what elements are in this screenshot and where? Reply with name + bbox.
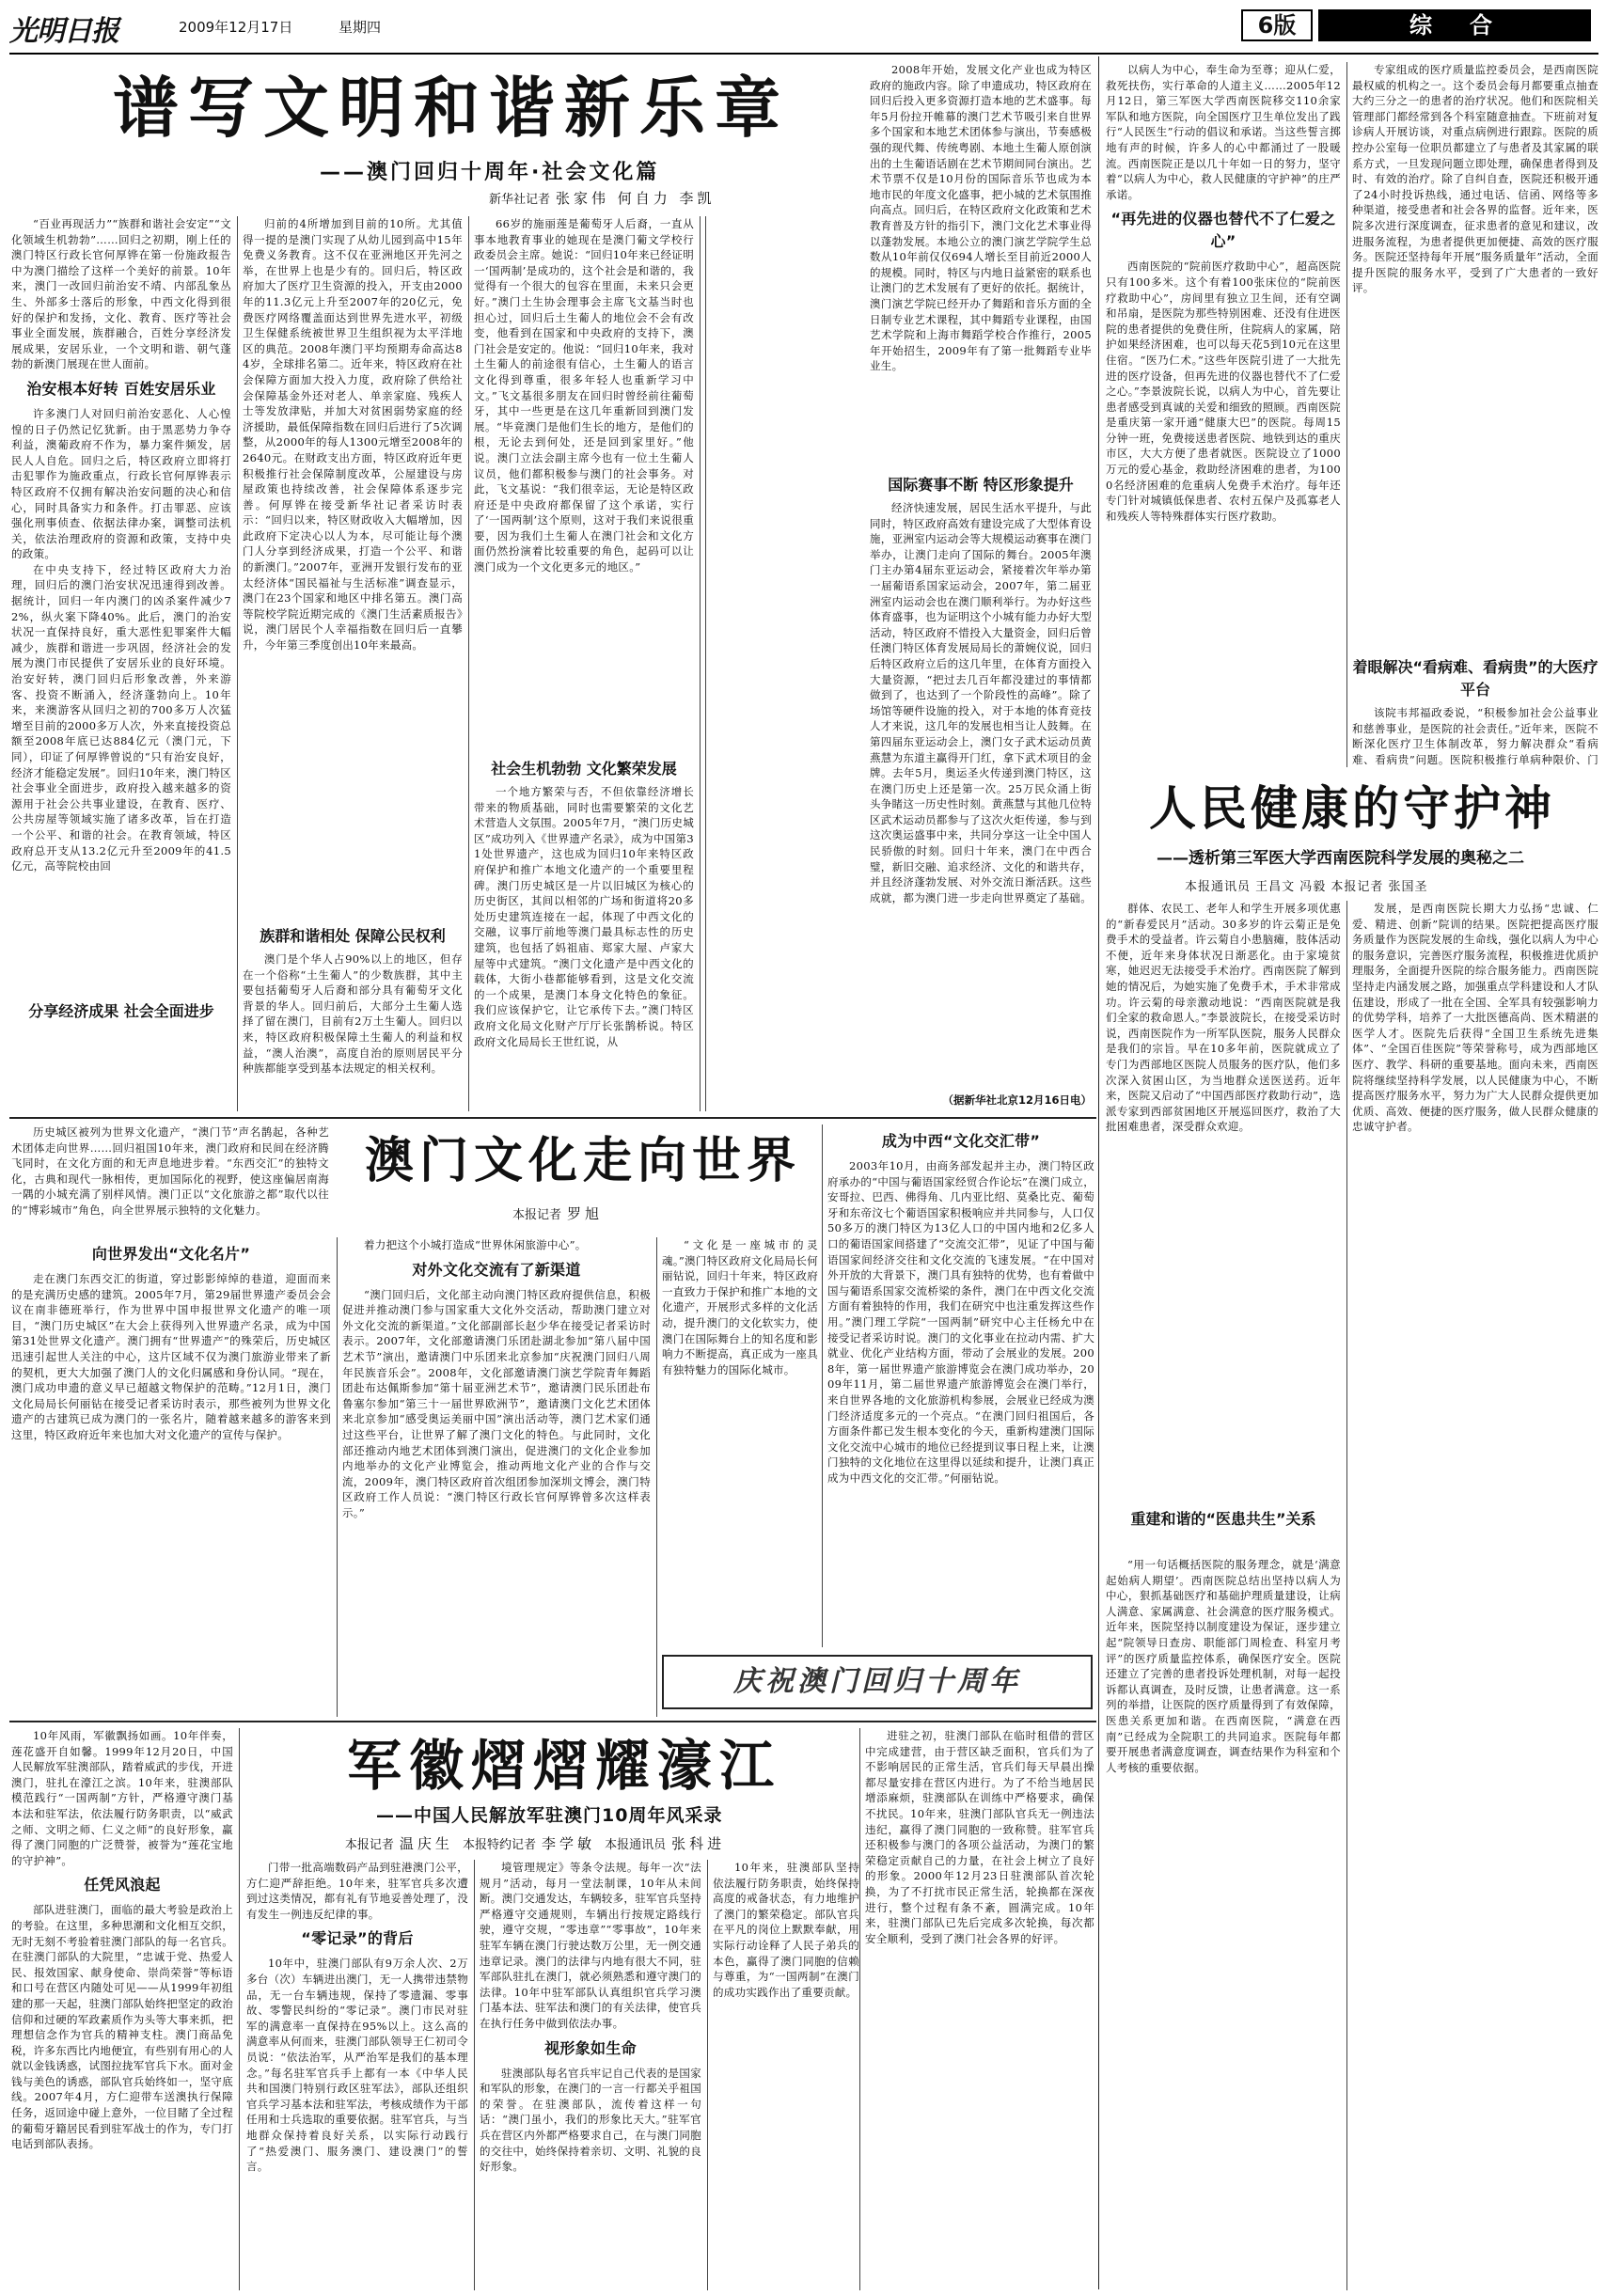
divider [822,1124,823,1647]
issue-date: 2009年12月17日 [179,19,293,36]
a3-para-7: 进驻之初，驻澳门部队在临时租借的营区中完成建营，由于营区缺乏面积，官兵们为了不影响居民的正常生活，官兵们每天早晨出操都尽量安排在营区内进行。为了不给当地居民增添麻烦，驻澳部队在训练中严格要求，确保不扰民。10年来，驻澳门部队官兵无一例违法违纪，赢得了澳门同胞的一致称赞。驻军官兵还积极参与澳门的各项公益活动，为澳门的繁荣稳定贡献自己的力量，在社会上树立了良好的形象。2000年12月23日驻澳部队首次轮换，为了不打扰市民正常生活，轮换都在深夜进行，整个过程有条不紊，圆满完成。10年来，驻澳门部队已先后完成多次轮换，每次都安全顺利，受到了澳门社会各界的好评。 [865,1729,1094,1945]
masthead-rule [9,53,1598,55]
a2-title: 澳门文化走向世界 [364,1133,801,1189]
page-number: 6版 [1257,12,1297,39]
a3-title: 军徽熠熠耀濠江 [346,1734,781,1798]
a2-sub-2: 对外文化交流有了新渠道 [412,1260,581,1279]
a1-byline-names: 张家伟 何自力 李凯 [556,190,716,207]
a3-col-4x [713,1860,859,2290]
a3-byline-role-3: 本报通讯员 [605,1838,667,1852]
a4-sub-1: “再先进的仪器也替代不了仁爱之心” [1110,210,1336,251]
a2-para-4: 2003年10月，由商务部发起并主办，澳门特区政府承办的“中国与葡语国家经贸合作论坛”在澳门成立，安哥拉、巴西、佛得角、几内亚比绍、莫桑比克、葡萄牙和东帝汶七个葡语国家积极响应并共同参与，人口仅50多万的澳门特区为13亿人口的中国内地和2亿多人口的葡语国家间搭建了“交流交汇带”，见证了中国与葡语国家间经济交往和文化交流的飞速发展。“在中国对外开放的大背景下，澳门具有独特的优势，也有着做中国与葡语系国家交流桥梁的条件，澳门在中西文化交流方面有着独特的作用，我们在研究中也注重发挥这些作用。”澳门理工学院“一国两制”研究中心主任杨允中在接受记者采访时说。澳门的文化事业在拉动内需、扩大就业、优化产业结构方面，带动了会展业的发展。2008年，第一届世界遗产旅游博览会在澳门成功举办，2009年11月，第二届世界遗产旅游博览会在澳门举行，来自世界各地的文化旅游机构参展，会展业已经成为澳门经济适度多元的一个亮点。“在澳门回归祖国后，各方面条件都已发生根本变化的今天，重新构建澳门国际文化交流中心城市的地位已经提到议事日程上来，让澳门独特的文化地位在这里得以延续和提升，让澳门真正成为中西文化的交汇带。”何丽钻说。 [827,1159,1094,1485]
a1-para-2: 许多澳门人对回归前治安恶化、人心惶惶的日子仍然记忆犹新。由于黑恶势力争夺利益，澳葡政府不作为，暴力案件频发，居民人人自危。回归之后，特区政府立即将打击犯罪作为施政重点，行政长官何厚铧表示特区政府不仅拥有解决治安问题的决心和信心，同时具备实力和条件。打击罪恶、应该强化刑事侦查、依据法律办案，调整司法机关，依法治理政府的资源和政策，支持中央的政策。 [11,406,231,561]
issue-weekday: 星期四 [339,19,382,36]
a4-col-1 [1106,62,1341,767]
a2-lead [11,1124,329,1234]
a3-byline-name-3: 张科进 [671,1835,726,1852]
a3-sub-2: “零记录”的背后 [301,1929,414,1948]
a3-para-2: 部队进驻澳门，面临的最大考验是政治上的考验。在这里，多种思潮和文化相互交织，无时无刻不考验着驻澳门部队的每一名官兵。在驻澳门部队的大院里，“忠诚于党、热爱人民、报效国家、献身使命、崇尚荣誉”等标语和口号在营区内随处可见——从1999年初组建的那一天起，驻澳门部队始终把坚定的政治信仰和过硬的军政素质作为头等大事来抓，把理想信念作为官兵的精神支柱。澳门商品免税，许多东西比内地便宜，有些别有用心的人就以金钱诱惑，试图拉拢军官兵下水。面对金钱与美色的诱惑，部队官兵始终如一，坚守底线。2007年4月，方仁迎带车送澳执行保障任务，返回途中碰上意外，一位目睹了全过程的葡萄牙籍居民看到驻军战士的作为，专门打电话到部队表扬。 [11,1903,233,2151]
divider [1346,901,1347,2290]
a3-byline-name-2: 李学敏 [542,1835,596,1852]
a2-banner [662,1655,1093,1709]
section-label: 综 合 [1409,12,1500,39]
divider [239,1728,240,2290]
a4-para-1: 以病人为中心，奉生命为至尊；迎从仁爱，救死扶伤，实行革命的人道主义……2005年12月12日，第三军医大学西南医院移交110余家军队和地方医院，向全国医疗卫生单位发出了践行“人民医生”行动的倡议和承诺。当这些誓言掷地有声的时候，许多人的心中都涌过了一股暖流。西南医院正是以几十年如一日的努力，坚守着“以病人为中心，救人民健康的守护神”的庄严承诺。 [1106,63,1341,201]
divider [468,216,469,1111]
a3-col-4 [865,1728,1094,2290]
a4-col-3b [1106,1557,1341,2290]
divider [1346,62,1347,767]
a1-col-4b [870,500,1092,1093]
a2-para-2: 着力把这个小城打造成“世界休闲旅游中心”。 [364,1238,587,1251]
section-rule [9,1721,1096,1722]
a3-para-4: 10年中，驻澳门部队有9万余人次、2万多台（次）车辆进出澳门，无一人携带违禁物品，无一台车辆违规，保持了零遗漏、零事故、零警民纠纷的“零记录”。澳门市民对驻军的满意率一直保持在95%以上。这么高的满意率从何而来，驻澳门部队领导王仁初司令员说：“依法治军，从严治军是我们的基本理念。”每名驻军官兵手上都有一本《中华人民共和国澳门特别行政区驻军法》，部队还组织官兵学习基本法和驻军法，考核成绩作为干部任用和士兵选取的重要依据。驻军官兵，与当地群众保持着良好关系，以实际行动践行了“热爱澳门、服务澳门、建设澳门”的誓言。 [246,1957,468,2174]
a1-col-2b [243,951,463,1111]
a4-sub-2: 重建和谐的“医患共生”关系 [1106,1508,1341,1531]
a4-para-2: 西南医院的“院前医疗救助中心”，超高医院只有100多米。这个有着100张床位的“院前医疗救助中心”，房间里有独立卫生间，还有空调和吊扇，是医院为那些特别困难、还没有住进医院的患者提供的免费住所，住院病人的家属，陪护如果经济困难，也可以每天花5到10元在这里住宿。“医乃仁术。”这些年医院引进了一大批先进的医疗设备，但再先进的仪器也替代不了仁爱之心。”李景波院长说，以病人为中心，首先要让患者感受到真诚的关爱和细致的照顾。西南医院是重庆第一家开通“健康大巴”的医院。每周15分钟一班，免费接送患者医院、地铁到达的重庆市区，大大方便了患者就医。医院设立了1000万元的爱心基金，救助经济困难的患者，为1000名经济困难的危重病人免费手术治疗。每年还专门针对城镇低保患者、农村五保户及孤寡老人和残疾人等特殊群体实行医疗救助。 [1106,259,1341,523]
a3-sub-1: 任凭风浪起 [84,1876,161,1895]
a3-col-3 [480,1860,701,2290]
divider [474,1860,475,2290]
a2-lead-para: 历史城区被列为世界文化遗产，“澳门节”声名鹊起，各种艺术团体走向世界……回归祖国10年来，澳门政府和民间在经济腾飞同时，在文化方面的和无声息地进步着。“东西交汇”的独特文化，古典和现代一脉相传，更加国际化的视野，使这座偏居南海一隅的小城充满了别样风情。澳门正以“文化旅游之都”取代以往的“博彩城市”角色，向全世界展示独特的文化魅力。 [11,1125,329,1217]
a3-subtitle: ——中国人民解放军驻澳门10周年风采录 [376,1805,723,1826]
a2-para-4b: “文化是一座城市的灵魂。”澳门特区政府文化局局长何丽钻说，回归十年来，特区政府一直致力于保护和推广本地的文化遗产，开展形式多样的文化活动，提升澳门的文化软实力，使澳门在国际舞台上的知名度和影响力不断提高，真正成为一座具有独特魅力的国际化城市。 [662,1238,818,1376]
a3-col-1 [11,1728,233,2290]
a1-para-6: 66岁的施丽莲是葡萄牙人后裔，一直从事本地教育事业的她现在是澳门葡文学校行政委员会主席。她说：“回归10年来已经证明一‘国两制’是成功的，这个社会是和谐的，我觉得有一个很大的包容在里面，未来只会更好。”澳门土生协会理事会主席飞文基当时也担心过，回归后土生葡人的地位会不会有改变，他看到在国家和中央政府的支持下，澳门社会是安定的。他说：“回归10年来，我对土生葡人的前途很有信心，土生葡人的语言文化得到尊重，很多年轻人也重新学习中文。”飞文基很多朋友在回归时曾经前往葡萄牙，其中一些更是在这几年重新回到澳门发展。“毕竟澳门是他们生长的地方，是他们的根，无论去到何处，还是回到家里好。”他说。澳门立法会副主席今也有一位土生葡人议员，他们都积极参与澳门的社会事务。对此，飞文基说：“我们很幸运，无论是特区政府还是中央政府都保留了这个承诺，实行了‘一国两制’这个原则，这对于我们来说很重要，因为我们土生葡人在澳门社会和文化方面仍然扮演着比较重要的角色，起码可以让澳门成为一个文化更多元的地区。” [474,217,694,574]
a4-para-4b: 发展，是西南医院长期大力弘扬“忠诚、仁爱、精进、创新”院训的结果。医院把提高医疗服务质量作为医院发展的生命线，强化以病人为中心的服务意识，完善医疗服务流程，积极推进优质护理服务，全面提升医院的综合服务能力。西南医院坚持走内涵发展之路，加强重点学科建设和人才队伍建设，形成了一批在全国、全军具有较强影响力的优势学科，培养了一大批医德高尚、医术精湛的医学人才。医院先后获得“全国卫生系统先进集体”、“全国百佳医院”等荣誉称号，成为西部地区医疗、教学、科研的重要基地。面向未来，西南医院将继续坚持科学发展，以人民健康为中心，不断提高医疗服务水平，努力为广大人民群众提供更加优质、高效、便捷的医疗服务，做人民群众健康的忠诚守护者。 [1352,902,1598,1134]
a2-para-3: “澳门回归后，文化部主动向澳门特区政府提供信息，积极促进并推动澳门参与国家重大文化外交活动，帮助澳门建立对外文化交流的新渠道。”文化部副部长赵少华在接受记者采访时表示。2007年，文化部邀请澳门乐团赴湖北参加“第八届中国艺术节”演出，邀请澳门中乐团来北京参加“庆祝澳门回归八周年民族音乐会”。2008年，文化部邀请澳门演艺学院青年舞蹈团赴布达佩斯参加“第十届亚洲艺术节”，邀请澳门民乐团赴布鲁塞尔参加“第三十一届世界欧洲节”，邀请澳门文化艺术团体来北京参加“感受奥运美丽中国”演出活动等，澳门艺术家们通过这些平台，让世界了解了澳门文化的特色。与此同时，文化部还推动内地艺术团体到澳门演出，促进澳门的文化企业参加内地举办的文化产业博览会，推动两地文化产业的合作与交流，2009年，澳门特区政府首次组团参加深圳文博会，澳门特区政府工作人员说：“澳门特区行政长官何厚铧曾多次这样表示。” [342,1287,651,1519]
a2-banner-text: 庆祝澳门回归十周年 [733,1665,1021,1698]
a1-byline-role: 新华社记者 [489,193,551,207]
a3-para-1: 10年风雨，军徽飘扬如画。10年伴奏，莲花盛开自如馨。1999年12月20日，中国人民解放军驻澳部队，踏着威武的步伐，开进澳门，驻扎在濠江之滨。10年来，驻澳部队模范践行“一国两制”方针，严格遵守澳门基本法和驻军法，依法履行防务职责，以“威武之师、文明之师、仁义之师”的良好形象，赢得了澳门同胞的广泛赞誉，被誉为“莲花宝地的守护神”。 [11,1729,233,1867]
a2-byline [512,1203,738,1223]
a1-sub-4: 社会生机勃勃 文化繁荣发展 [474,758,694,780]
a4-col-2b [1352,705,1598,767]
a1-byline [489,188,865,208]
masthead [9,4,1598,53]
divider [700,216,701,1111]
a3-para-7b: 10年来，驻澳部队坚持依法履行防务职责，始终保持高度的戒备状态，有力地维护了澳门的繁荣稳定。部队官兵在平凡的岗位上默默奉献，用实际行动诠释了人民子弟兵的本色，赢得了澳门同胞的信赖与尊重，为“一国两制”在澳门的成功实践作出了重要贡献。 [713,1861,859,1999]
page-number-box [1241,9,1313,41]
a3-byline-role-1: 本报记者 [344,1838,394,1852]
a3-para-6: 驻澳部队每名官兵牢记自己代表的是国家和军队的形象，在澳门的一言一行都关乎祖国的荣誉。在驻澳部队，流传着这样一句话：“澳门虽小，我们的形象比天大。”驻军官兵在营区内外都严格要求自己，在与澳门同胞的交往中，始终保持着亲切、文明、礼貌的良好形象。 [480,2066,701,2174]
a3-byline-role-2: 本报特约记者 [462,1838,536,1852]
a4-title: 人民健康的守护神 [1149,780,1555,836]
a2-para-1: 走在澳门东西交汇的街道，穿过影影绰绰的巷道，迎面而来的是充满历史感的建筑。2005年7月，第29届世界遗产委员会会议在南非德班举行，作为世界中国申报世界文化遗产的唯一项目，“澳门历史城区”在大会上获得列入世界遗产名录，成为中国第31处世界文化遗产。澳门拥有“世界遗产”的殊荣后，历史城区迅速引起世人关注的中心，这片区域不仅为澳门旅游业带来了新的契机，更大大加强了澳门人的文化归属感和身份认同。“现在，澳门成功申遗的意义早已超越文物保护的范畴。”12月1日，澳门文化局局长何丽钻在接受记者采访时表示，那些被列为世界文化遗产的古建筑已成为澳门的一张名片，随着越来越多的游客来到这里，特区政府近年来也加大对文化遗产的宣传与保护。 [11,1272,331,1441]
a1-para-8: 2008年开始，发展文化产业也成为特区政府的施政内容。除了申遗成功，特区政府在回归后投入更多资源打造本地的艺术盛事。每年5月份拉开帷幕的澳门艺术节吸引来自世界多个国家和本地艺术团体参与演出，节奏感极强的现代舞、传统粤剧、本地土生葡人原创演出的土生葡语话剧在艺术节期间同台演出。艺术节票不仅是10月份的国际音乐节也成为本地市民的年度文化盛事，把小城的艺术氛围推向高点。回归后，在特区政府文化政策和艺术教育普及方针的指引下，澳门文化艺术事业得以蓬勃发展。本地公立的澳门演艺学院学生总数从10年前仅仅694人增长至目前近2000人的规模。同时，特区与内地日益紧密的联系也让澳门的艺术发展有了更好的依托。据统计，澳门演艺学院已经开办了舞蹈和音乐方面的全日制专业艺术课程，其中舞蹈专业课程，由国艺术学院和上海市舞蹈学校合作推行，2005年开始招生，2009年有了第一批舞蹈专业毕业生。 [870,63,1092,373]
a1-para-3: 在中央支持下，经过特区政府大力治理，回归后的澳门治安状况迅速得到改善。据统计，回归一年内澳门的凶杀案件减少72%，纵火案下降40%。此后，澳门的治安状况一直保持良好，重大恶性犯罪案件大幅减少，族群和谐进一步巩固，经济社会的发展为澳门市民提供了安居乐业的良好环境。治安好转，澳门回归后形象改善，外来游客、投资不断涌入，经济蓬勃向上。10年来，来澳游客从回归之初的700多万人次猛增至目前的2000多万人次，外来直接投资总额至2008年底已达884亿元（澳门元，下同），印证了何厚铧曾说的“只有治安良好，经济才能稳定发展”。回归10年来，澳门特区社会事业全面进步，政府投入越来越多的资源用于社会公共事业建设，在教育、医疗、公共房屋等领域实施了诸多改革，旨在打造一个公平、和谐的社会。在教育领域，特区政府总开支从13.2亿元升至2009年的41.5亿元，高等院校由回 [11,562,231,873]
a1-sub-2: 分享经济成果 社会全面进步 [11,1000,231,1023]
a4-sub-3: 着眼解决“看病难、看病贵”的大医疗平台 [1352,656,1598,701]
divider [707,1860,708,2290]
a2-col-2x [662,1237,818,1647]
a1-col-3b [474,784,694,1111]
a4-para-5: 专家组成的医疗质量监控委员会，是西南医院最权威的机构之一。这个委员会每月都要重点抽查大约三分之一的患者的治疗状况。他们和医院相关管理部门都经常到各个科室随意抽查。下班前对复诊病人开展访谈，对重点病例进行跟踪。医院的质控办公室每一位职员都建立了与患者及其家属的联系方式，一旦发现问题立即处理，确保患者得到及时、有效的治疗。除了自纠自查，医院还积极开通了24小时投诉热线，通过电话、信函、网络等多种渠道，接受患者和社会各界的监督。近年来，医院多次进行深度调查，征求患者的意见和建议，改进服务流程，为患者提供更加便捷、高效的医疗服务。医院还坚持每年开展“服务质量年”活动，全面提升医院的服务水平，受到了广大患者的一致好评。 [1352,63,1598,295]
a2-col-3 [827,1124,1094,1647]
a1-para-1: “百业再现活力”“族群和谐社会安定”“文化领域生机勃勃”……回归之初期，刚上任的澳门特区行政长官何厚铧在第一份施政报告中为澳门描绘了这样一个美好的前景。10年来，澳门一改回归前治安不靖、内部乱象丛生、外部多士落后的形象，中西文化得到很好的保护和发扬，文化、教育、医疗等社会事业全面发展，族群融合，百姓分享经济发展成果，安居乐业，一个文明和谐、朝气蓬勃的新澳门展现在世人面前。 [11,217,231,371]
a1-sub-5: 国际赛事不断 特区形象提升 [870,474,1092,496]
divider [1098,56,1099,2289]
a3-sub-3: 视形象如生命 [544,2038,637,2057]
a3-col-2 [246,1860,468,2290]
divider [705,216,706,1111]
divider [656,1237,657,1717]
a1-para-7: 一个地方繁荣与否，不但依靠经济增长带来的物质基础，同时也需要繁荣的文化艺术营造人文氛围。2005年7月，“澳门历史城区”成功列入《世界遗产名录》，成为中国第31处世界遗产，这也成为回归10年来特区政府保护和推广本地文化遗产的一个重要里程碑。澳门历史城区是一片以旧城区为核心的历史街区，其间以相邻的广场和街道将20多处历史建筑连接在一起，体现了中西文化的交融，议事厅前地等澳门最具标志性的历史建筑，也包括了妈祖庙、郑家大屋、卢家大屋等中式建筑。“澳门文化遗产是中西文化的载体，大街小巷都能够看到，这是文化交流的一个成果，是澳门本身文化特色的象征。我们应该保护它，让它承传下去。”澳门特区政府文化局文化财产厅厅长张鹊桥说。特区政府文化局局长王世红说，从 [474,785,694,1048]
a1-subtitle: ——澳门回归十周年·社会文化篇 [320,161,660,184]
a1-para-9: 经济快速发展，居民生活水平提升，与此同时，特区政府高效有建设完成了大型体育设施，亚洲室内运动会等大规模运动赛事在澳门举办，让澳门走向了国际的舞台。2005年澳门主办第4届东亚运动会，紧接着次年举办第一届葡语系国家运动会，2007年，第二届亚洲室内运动会也在澳门顺利举行。为办好这些体育盛事，也为证明这个小城有能力办好大型活动，特区政府不惜投入大量资金，回归后曾任澳门特区体育发展局局长的萧婉仪说，回归后特区政府立后的这几年里，在体育方面投入大量资源，“把过去几百年都没建过的事情都做到了，也达到了一个阶段性的高峰”。除了场馆等硬件设施的投入，对于本地的体育竞技人才来说，这几年的发展也相当让人鼓舞。在第四届东亚运动会上，澳门女子武术运动员黄燕慧为东道主赢得开门红，拿下武术项目的金牌。去年5月，奥运圣火传递到澳门特区，这在澳门历史上还是第一次。25万民众涌上街头争睹这一历史性时刻。黄燕慧与其他几位特区武术运动员都参与了这次火炬传递，参与到这次奥运盛事中来，共同分享这一让全中国人民骄傲的时刻。回归十年来，澳门在中西合璧，新旧交融、追求经济、文化的和谐共存，并且经济蓬勃发展、对外交流日渐活跃。这些成就，都为澳门进一步走向世界奠定了基础。 [870,501,1092,904]
a2-byline-role: 本报记者 [512,1208,562,1222]
a2-byline-names: 罗旭 [567,1205,604,1222]
a1-sub-3: 族群和谐相处 保障公民权利 [243,925,463,948]
a4-para-6: 该院韦邦福政委说，“积极参加社会公益事业和慈善事业，是医院的社会责任。”近年来，医院不断深化医疗卫生体制改革，努力解决群众“看病难、看病贵”问题。医院积极推行单病种限价、门 [1352,706,1598,766]
a4-byline: 本报通讯员 王昌文 冯毅 本报记者 张国圣 [1185,880,1428,894]
paper-logo: 光明日报 [9,15,118,48]
a3-para-5: 境管理规定》等条令法规。每年一次“法规月”活动，每月一堂法制课，10年从未间断。澳门交通发达，车辆较多，驻军官兵坚持严格遵守交通规则，车辆出行按规定路线行驶，遵守交规，“零违章”“零事故”，10年来驻军车辆在澳门行驶达数万公里，无一例交通违章记录。澳门的法律与内地有很大不同，驻军部队驻扎在澳门，就必须熟悉和遵守澳门的法律。10年中驻军部队认真组织官兵学习澳门基本法、驻军法和澳门的有关法律，使官兵在执行任务中做到依法办事。 [480,1861,701,2030]
divider [859,1728,860,2290]
a3-para-3: 门带一批高端数码产品到驻港澳门公平，方仁迎严辞拒绝。10年来，驻军官兵多次遭到过这类情况，都有礼有节地妥善处理了，没有发生一例违反纪律的事。 [246,1861,468,1921]
a2-sub-3: 成为中西“文化交汇带” [881,1132,1041,1150]
a4-subtitle: ——透析第三军医大学西南医院科学发展的奥秘之二 [1157,849,1524,868]
a4-para-4: “用一句话概括医院的服务理念，就是‘满意起始病人期望’。西南医院总结出坚持以病人为中心，狠抓基础医疗和基础护理质量建设，让病人满意、家属满意、社会满意的医疗服务模式。近年来，医院坚持以制度建设为保证，逐步建立起“院领导日查房、职能部门周检查、科室月考评”的医疗质量监控体系，确保医疗安全。医院还建立了完善的患者投诉处理机制，对每一起投诉都认真调查，及时反馈，让患者满意。这一系列的举措，让医院的医疗质量得到了有效保障，医患关系更加和谐。在西南医院，“满意在西南”已经成为全院职工的共同追求。医院每年都要开展患者满意度调查，调查结果作为科室和个人考核的重要依据。 [1106,1558,1341,1774]
a1-sub-1: 治安根本好转 百姓安居乐业 [26,379,216,398]
section-label-box [1318,9,1591,41]
a4-col-4 [1352,901,1598,2290]
a3-byline-name-1: 温庆生 [399,1835,453,1852]
divider [237,216,238,1111]
a1-col-1 [11,216,231,1111]
a3-byline [246,1833,829,1853]
a1-source: （据新华社北京12月16日电） [870,1093,1092,1108]
a1-title: 谱写文明和谐新乐章 [113,70,790,147]
a2-col-2 [342,1237,651,1717]
a2-sub-1: 向世界发出“文化名片” [91,1245,251,1263]
section-rule [9,1117,1096,1119]
a1-para-5: 澳门是个华人占90%以上的地区，但存在一个俗称“土生葡人”的少数族群，其中主要包括葡萄牙人后裔和部分具有葡萄牙文化背景的华人。回归前后，大部分土生葡人选择了留在澳门，目前有2万土生葡人。回归以来，特区政府积极保障土生葡人的利益和权益，“澳人治澳”，高度自治的原则居民平分种族都能享受到基本法规定的相关权利。 [243,952,463,1076]
a4-para-3: 群体、农民工、老年人和学生开展多项优惠的“新春爱民月”活动。30多岁的许云菊正是免费手术的受益者。许云菊自小患脑瘫，肢体活动不便，近年来身体状况日渐恶化。由于家境贫寒，她迟迟无法接受手术治疗。西南医院了解到她的情况后，为她实施了免费手术，手术非常成功。许云菊的母亲激动地说：“西南医院就是我们全家的救命恩人。”李景波院长，在接受采访时说，西南医院作为一所军队医院，服务人民群众是我们的宗旨。早在10多年前，医院就成立了专门为西部地区医院人员服务的医疗队，他们多次深入贫困山区，为当地群众送医送药。近年来，医院又启动了“中国西部医疗救助行动”，选派专家到西部贫困地区开展巡回医疗，救治了大批困难患者，深受群众欢迎。 [1106,902,1341,1134]
a2-col-1 [11,1237,331,1717]
divider [337,1237,338,1717]
a1-para-4: 归前的4所增加到目前的10所。尤其值得一提的是澳门实现了从幼儿园到高中15年免费义务教育。这不仅在亚洲地区开先河之举，在世界上也是少有的。回归后，特区政府加大了医疗卫生资源的投入，开支由2000年的11.3亿元上升至2007年的20亿元，免费医疗网络覆盖面达到世界先进水平，初级卫生保健系统被世界卫生组织视为太平洋地区的典范。2008年澳门平均预期寿命高达84岁，全球排名第二。近年来，特区政府在社会保障方面加大投入力度，政府除了供给社会保障基金外还对老人、单亲家庭、残疾人士等发放津贴，并加大对贫困弱势家庭的经济援助，最低保障指数在回归后进行了5次调整，从2000年的每人1300元增至2008年的2640元。在财政支出方面，特区政府近年更积极推行社会保障制度改革，公屋建设与房屋政策也持续改善，社会保障体系逐步完善。何厚铧在接受新华社记者采访时表示：“回归以来，特区财政收入大幅增加，因此政府下定决心以人为本，尽可能让每个澳门人分享到经济成果，打造一个公平、和谐的新澳门。”2007年，亚洲开发银行发布的亚太经济体“国民福祉与生活标准”调查显示，澳门在23个国家和地区中排名第五。澳门高等院校学院近期完成的《澳门生活素质报告》说，澳门居民个人幸福指数在回归后一直攀升，今年第三季度创出10年来最高。 [243,217,463,653]
